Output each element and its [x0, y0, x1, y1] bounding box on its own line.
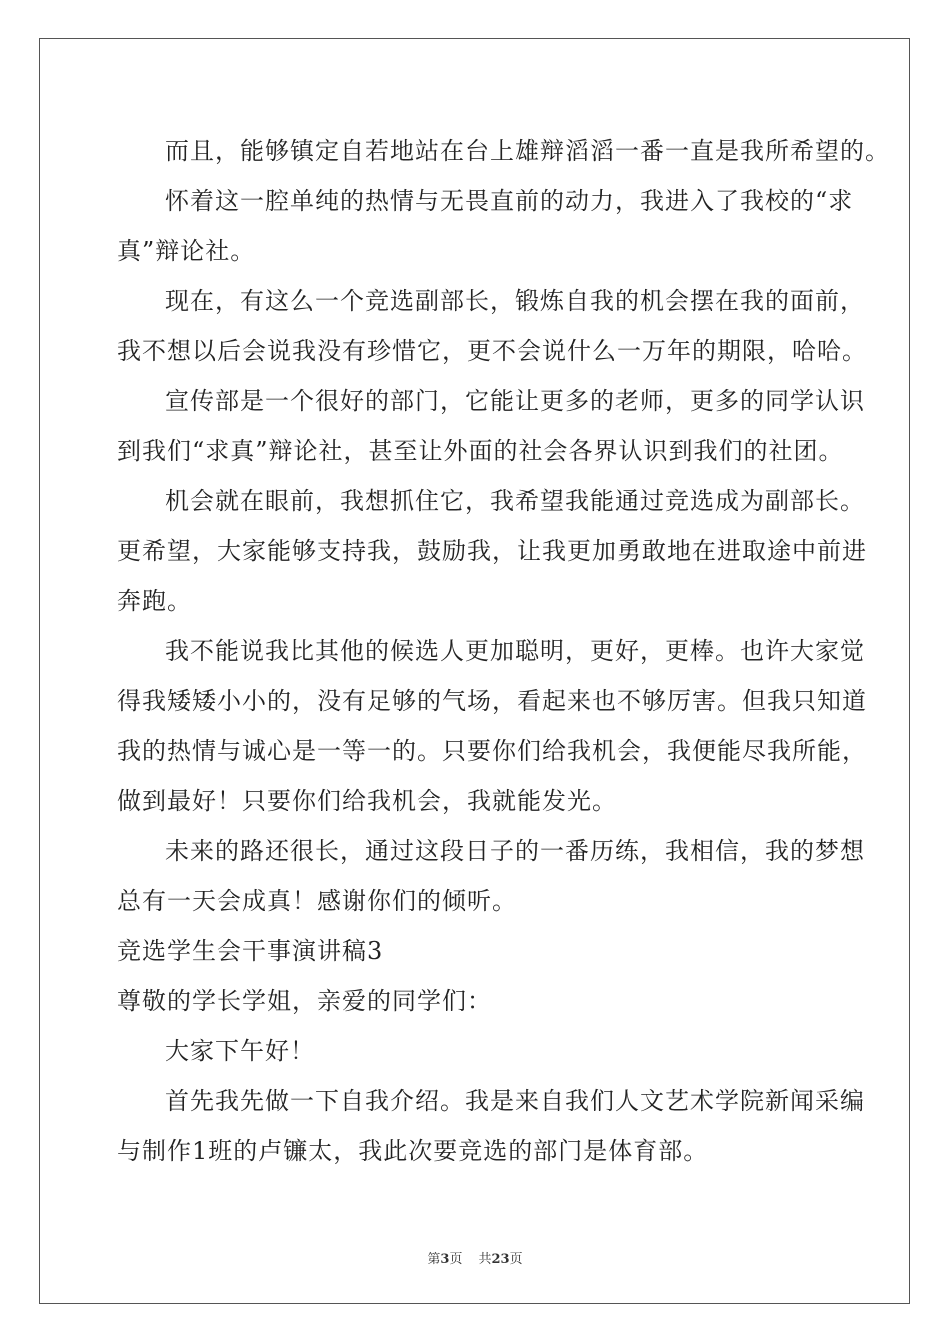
text-line: 得我矮矮小小的，没有足够的气场，看起来也不够厉害。但我只知道 — [117, 687, 867, 715]
page-footer — [0, 1248, 950, 1267]
text-line: 宣传部是一个很好的部门，它能让更多的老师，更多的同学认识 — [165, 387, 865, 415]
text-line: 大家下午好！ — [165, 1037, 315, 1065]
text-line: 总有一天会成真！感谢你们的倾听。 — [117, 887, 517, 915]
text-line: 未来的路还很长，通过这段日子的一番历练，我相信，我的梦想 — [165, 837, 865, 865]
footer-total-suffix: 页 — [509, 1252, 523, 1267]
footer-page-number: 3 — [440, 1252, 450, 1267]
footer-total-pages: 23 — [491, 1252, 510, 1267]
text-line: 首先我先做一下自我介绍。我是来自我们人文艺术学院新闻采编 — [165, 1087, 865, 1115]
text-line: 而且，能够镇定自若地站在台上雄辩滔滔一番一直是我所希望的。 — [165, 137, 890, 165]
text-line: 真”辩论社。 — [117, 237, 256, 265]
text-line: 现在，有这么一个竞选副部长，锻炼自我的机会摆在我的面前， — [165, 287, 865, 315]
text-line: 到我们“求真”辩论社，甚至让外面的社会各界认识到我们的社团。 — [117, 437, 844, 465]
footer-page-prefix: 第 — [427, 1252, 441, 1267]
text-line: 尊敬的学长学姐，亲爱的同学们： — [117, 987, 492, 1015]
text-line: 做到最好！只要你们给我机会，我就能发光。 — [117, 787, 617, 815]
document-body — [117, 126, 890, 1176]
footer-page-suffix: 页 — [449, 1252, 463, 1267]
text-line: 我不能说我比其他的候选人更加聪明，更好，更棒。也许大家觉 — [165, 637, 865, 665]
text-line: 奔跑。 — [117, 587, 192, 615]
text-line: 我不想以后会说我没有珍惜它，更不会说什么一万年的期限，哈哈。 — [117, 337, 867, 365]
text-line: 与制作1班的卢镰太，我此次要竞选的部门是体育部。 — [117, 1137, 709, 1165]
footer-total-prefix: 共 — [478, 1252, 492, 1267]
text-line: 机会就在眼前，我想抓住它，我希望我能通过竞选成为副部长。 — [165, 487, 865, 515]
text-line: 怀着这一腔单纯的热情与无畏直前的动力，我进入了我校的“求 — [165, 187, 854, 215]
text-line: 更希望，大家能够支持我，鼓励我，让我更加勇敢地在进取途中前进 — [117, 537, 867, 565]
text-line: 我的热情与诚心是一等一的。只要你们给我机会，我便能尽我所能， — [117, 737, 867, 765]
text-line: 竞选学生会干事演讲稿3 — [117, 937, 384, 965]
